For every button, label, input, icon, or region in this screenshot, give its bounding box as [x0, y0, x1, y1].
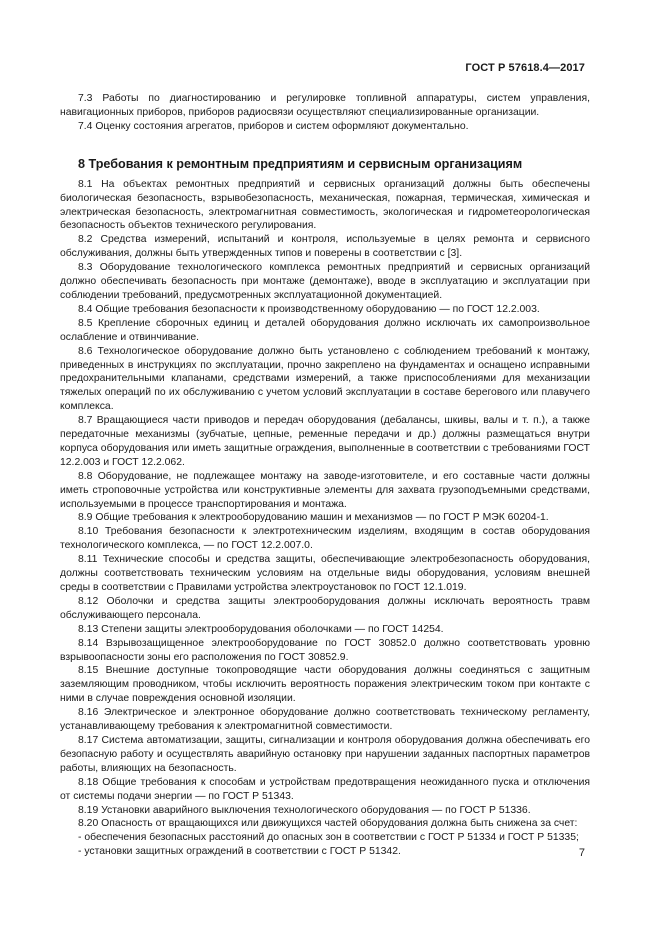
- paragraph-7-3: 7.3 Работы по диагностированию и регулировке топливной аппаратуры, систем управления, навигационных приборов, приборов радиосвязи осуществляют специализированные организации.: [60, 93, 590, 118]
- paragraph-8-14: 8.14 Взрывозащищенное электрооборудование по ГОСТ 30852.0 должно соответствовать уровню взрывоопасности зоны его расположения по ГОСТ 30852.9.: [60, 637, 590, 663]
- paragraph-8-2: 8.2 Средства измерений, испытаний и контроля, используемые в целях ремонта и сервисного обслуживания, должны быть утвержденных типов и поверены в соответствии с [3].: [60, 234, 590, 260]
- paragraph-8-1: 8.1 На объектах ремонтных предприятий и сервисных организаций должны быть обеспечены биологическая безопасность, взрывобезопасность, механическая, пожарная, термическая, химическая и электрическая безопасность, электромагнитная совместимость, экологическая и гидрометеорологическая безопасность объектов технического регулирования.: [60, 178, 590, 232]
- paragraph-8-3: 8.3 Оборудование технологического комплекса ремонтных предприятий и сервисных организаций должно обеспечивать безопасность при монтаже (демонтаже), вводе в эксплуатацию и эксплуатации при соблюдении требований, предусмотренных эксплуатационной документацией.: [60, 262, 590, 301]
- document-header: ГОСТ Р 57618.4—2017: [465, 62, 585, 74]
- paragraph-8-18: 8.18 Общие требования к способам и устройствам предотвращения неожиданного пуска и отключения от системы подачи энергии — по ГОСТ Р 51343.: [60, 776, 590, 802]
- paragraph-8-12: 8.12 Оболочки и средства защиты электрооборудования должны исключать вероятность травм обслуживающего персонала.: [60, 595, 590, 621]
- paragraph-8-11: 8.11 Технические способы и средства защиты, обеспечивающие электробезопасность оборудования, должны соответствовать техническим условиям на отдельные виды оборудования, условиям внешней среды в соответствии с Правилами устройства электроустановок по ГОСТ 12.1.019.: [60, 554, 590, 593]
- section-8-heading: 8 Требования к ремонтным предприятиям и сервисным организациям: [78, 156, 523, 171]
- paragraph-8-8: 8.8 Оборудование, не подлежащее монтажу на заводе-изготовителе, и его составные части должны иметь строповочные устройства или конструктивные элементы для захвата грузоподъемными средствами, используемыми в процессе транспортирования и монтажа.: [60, 470, 590, 510]
- paragraph-8-19: 8.19 Установки аварийного выключения технологического оборудования — по ГОСТ Р 51336.: [78, 804, 531, 816]
- paragraph-8-20: 8.20 Опасность от вращающихся или движущихся частей оборудования должна быть снижена за счет:: [78, 818, 578, 830]
- paragraph-8-10: 8.10 Требования безопасности к электротехническим изделиям, входящим в состав оборудования технологического комплекса, — по ГОСТ 12.2.007.0.: [60, 526, 590, 552]
- list-item-safe-distances: - обеспечения безопасных расстояний до опасных зон в соответствии с ГОСТ Р 51334 и ГОСТ Р 51335;: [78, 832, 579, 844]
- paragraph-8-5: 8.5 Крепление сборочных единиц и деталей оборудования должно исключать их самопроизвольное ослабление и отвинчивание.: [60, 317, 590, 343]
- paragraph-8-15: 8.15 Внешние доступные токопроводящие части оборудования должны соединяться с защитным заземляющим проводником, чтобы исключить вероятность поражения электрическим током при контакте с ними в случае повреждения основной изоляции.: [60, 665, 590, 705]
- paragraph-8-9: 8.9 Общие требования к электрооборудованию машин и механизмов — по ГОСТ Р МЭК 60204-1.: [78, 512, 549, 524]
- paragraph-8-4: 8.4 Общие требования безопасности к производственному оборудованию — по ГОСТ 12.2.003.: [78, 303, 540, 315]
- paragraph-8-6: 8.6 Технологическое оборудование должно быть установлено с соблюдением требований к монтажу, приведенных в инструкциях по эксплуатации, прочно закреплено на фундаментах и оснащено исправными предохранительными клапанами, средствами измерений, а также приспособлениями для механизации тяжелых операций по их обслуживанию с учетом условий эксплуатации в составе берегового или плавучего комплекса.: [60, 345, 590, 413]
- paragraph-8-17: 8.17 Система автоматизации, защиты, сигнализации и контроля оборудования должна обеспечивать его безопасную работу и осуществлять аварийную остановку при нарушении заданных паспортных параметров работы, влияющих на безопасность.: [60, 734, 590, 774]
- list-item-guards: - установки защитных ограждений в соответствии с ГОСТ Р 51342.: [78, 846, 401, 858]
- paragraph-8-16: 8.16 Электрическое и электронное оборудование должно соответствовать техническому регламенту, устанавливающему требования к электромагнитной совместимости.: [60, 707, 590, 733]
- page-number: 7: [578, 847, 585, 859]
- paragraph-7-4: 7.4 Оценку состояния агрегатов, приборов и систем оформляют документально.: [78, 120, 469, 132]
- paragraph-8-13: 8.13 Степени защиты электрооборудования оболочками — по ГОСТ 14254.: [78, 623, 444, 635]
- paragraph-8-7: 8.7 Вращающиеся части приводов и передач оборудования (дебалансы, шкивы, валы и т. п.), а также передаточные механизмы (зубчатые, цепные, ременные передачи и др.) должны размещаться внутри корпуса оборудования или иметь защитные ограждения, выполненные в соответствии с требованиями ГОСТ 12.2.003 и ГОСТ 12.2.062.: [60, 415, 590, 468]
- page-content: [60, 92, 590, 859]
